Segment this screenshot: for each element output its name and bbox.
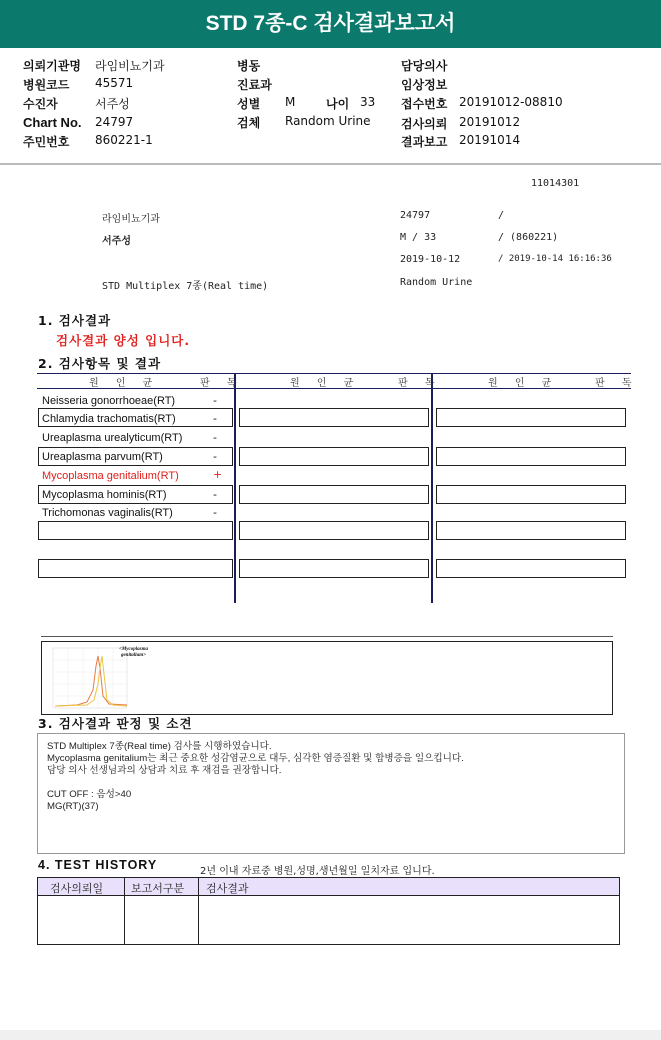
report-title: STD 7종-C 검사결과보고서 <box>0 0 661 48</box>
report-birth: / (860221) <box>498 232 559 243</box>
item-result: - <box>213 394 217 407</box>
item-name: Chlamydia trachomatis(RT) <box>42 413 176 425</box>
col-judgment-2: 판 독 <box>398 378 442 389</box>
report-code: 11014301 <box>531 178 580 189</box>
section-2-title: 2. 검사항목 및 결과 <box>38 356 162 371</box>
row-box <box>38 559 233 578</box>
remarks-line: CUT OFF : 음성>40 <box>47 789 132 800</box>
item-name: Neisseria gonorrhoeae(RT) <box>42 395 176 407</box>
empty-box <box>436 559 626 578</box>
item-name-positive: Mycoplasma genitalium(RT) <box>42 470 179 482</box>
empty-box <box>436 521 626 540</box>
item-result: - <box>213 488 217 501</box>
col-judgment-1: 판 독 <box>200 378 244 389</box>
col-judgment-3: 판 독 <box>595 378 639 389</box>
report-patient: 서주성 <box>102 236 131 247</box>
item-result-positive: + <box>213 468 223 481</box>
empty-box <box>239 447 429 466</box>
history-table <box>37 877 620 945</box>
history-col-report-type: 보고서구분 <box>131 882 185 895</box>
remarks-line: MG(RT)(37) <box>47 801 99 812</box>
header-divider <box>0 163 661 165</box>
col-organism-2: 원 인 균 <box>290 378 361 389</box>
grid-divider-2 <box>431 373 433 603</box>
item-name: Mycoplasma hominis(RT) <box>42 489 167 501</box>
section-1-title: 1. 검사결과 <box>38 313 112 328</box>
report-date: 2019-10-12 <box>400 254 461 265</box>
report-clinic: 라임비뇨기과 <box>102 214 160 225</box>
remarks-line: 담당 의사 선생님과의 상담과 치료 후 재검을 권장합니다. <box>47 765 282 776</box>
col-organism-3: 원 인 균 <box>488 378 559 389</box>
remarks-box <box>37 733 625 854</box>
report-slash: / <box>498 210 505 221</box>
page-footer <box>0 1030 661 1040</box>
item-result: - <box>213 450 217 463</box>
grid-divider-1 <box>234 373 236 603</box>
empty-box <box>239 521 429 540</box>
empty-box <box>436 408 626 427</box>
graph-caption: <Mycoplasma genitalium> <box>119 647 148 658</box>
report-chart: 24797 <box>400 210 431 221</box>
section-3-title: 3. 검사결과 판정 및 소견 <box>38 716 193 731</box>
remarks-line: STD Multiplex 7종(Real time) 검사를 시행하였습니다. <box>47 741 272 752</box>
empty-box <box>239 559 429 578</box>
empty-box <box>239 408 429 427</box>
amplification-graph <box>41 641 613 715</box>
item-name: Ureaplasma parvum(RT) <box>42 451 163 463</box>
report-sex-age: M / 33 <box>400 232 437 243</box>
history-note: 2년 이내 자료중 병원,성명,생년월일 일치자료 입니다. <box>200 866 435 877</box>
item-result: - <box>213 431 217 444</box>
positive-result-text: 검사결과 양성 입니다. <box>56 333 191 348</box>
report-test-name: STD Multiplex 7종(Real time) <box>102 281 269 292</box>
empty-box <box>436 485 626 504</box>
amplification-plot <box>47 644 167 714</box>
graph-top-line <box>41 636 613 637</box>
empty-box <box>436 447 626 466</box>
report-specimen: Random Urine <box>400 277 473 288</box>
empty-box <box>239 485 429 504</box>
history-table-header <box>38 878 619 896</box>
item-name: Trichomonas vaginalis(RT) <box>42 507 173 519</box>
remarks-line: Mycoplasma genitalium는 최근 중요한 성감염균으로 대두, 심각한 염증질환 및 합병증을 일으킵니다. <box>47 753 464 764</box>
remarks-line <box>47 777 615 789</box>
report-time: / 2019-10-14 16:16:36 <box>498 254 612 264</box>
col-organism-1: 원 인 균 <box>89 378 160 389</box>
section-4-title: 4. TEST HISTORY <box>38 858 158 872</box>
history-col-divider <box>124 878 125 944</box>
item-result: - <box>213 506 217 519</box>
history-col-divider <box>198 878 199 944</box>
row-box <box>38 521 233 540</box>
item-result: - <box>213 412 217 425</box>
history-col-request-date: 검사의뢰일 <box>50 882 104 895</box>
history-col-result: 검사결과 <box>206 882 249 895</box>
item-name: Ureaplasma urealyticum(RT) <box>42 432 183 444</box>
